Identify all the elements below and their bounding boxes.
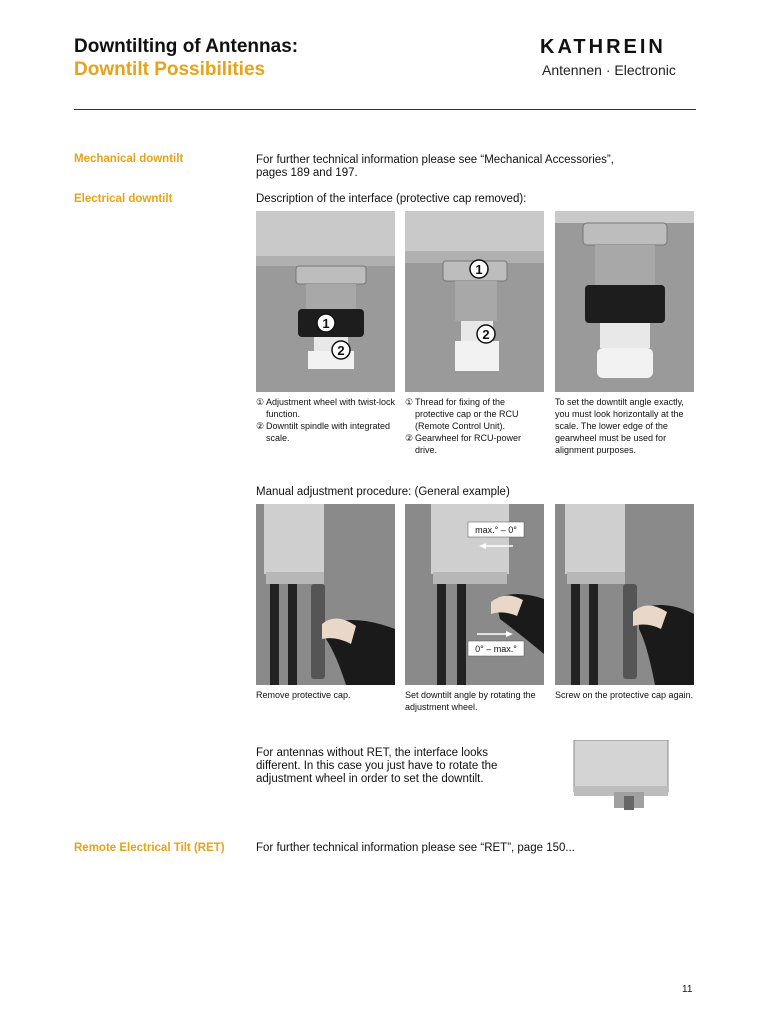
mechanical-downtilt-text <box>256 154 696 180</box>
procedure-photo-1 <box>256 504 395 685</box>
svg-text:2: 2 <box>337 343 345 358</box>
svg-text:1: 1 <box>475 262 483 277</box>
mechanical-text-line-1: For further technical information please see “Mechanical Accessories”, <box>256 154 614 166</box>
step-caption-1: Remove protective cap. <box>256 690 351 700</box>
kathrein-logo <box>540 36 696 56</box>
page-subtitle: Downtilt Possibilities <box>74 59 266 80</box>
interface-description-intro: Description of the interface (protective cap removed): <box>256 193 527 205</box>
procedure-photo-3 <box>555 504 694 685</box>
no-ret-line-3: adjustment wheel in order to set the downtilt. <box>256 773 484 785</box>
ret-text: For further technical information please see “RET”, page 150... <box>256 842 575 854</box>
no-ret-line-1: For antennas without RET, the interface looks <box>256 747 489 759</box>
svg-text:1: 1 <box>322 316 330 331</box>
mechanical-downtilt-label: Mechanical downtilt <box>74 153 184 165</box>
mechanical-text-line-2: pages 189 and 197. <box>256 167 358 179</box>
header-divider <box>74 109 696 110</box>
step-caption-2: Set downtilt angle by rotating the adjustment wheel. <box>405 690 536 712</box>
page-number: 11 <box>682 984 693 995</box>
interface-photo-1 <box>256 211 395 392</box>
arrow-label-top: max.° – 0° <box>475 525 517 535</box>
electrical-downtilt-label: Electrical downtilt <box>74 193 173 205</box>
interface-caption-3: To set the downtilt angle exactly, you must look horizontally at the scale. The lower edge of the gearwheel must be used for alignment purposes. <box>555 397 684 455</box>
antenna-without-ret-photo <box>570 740 670 815</box>
no-ret-line-2: different. In this case you just have to rotate the <box>256 760 498 772</box>
svg-text:2: 2 <box>482 327 490 342</box>
page-title: Downtilting of Antennas: <box>74 36 299 57</box>
no-ret-text <box>256 747 556 786</box>
interface-caption-2: ① Thread for fixing of the protective cap or the RCU (Remote Control Unit). ② Gearwheel for RCU-power drive. <box>405 397 522 455</box>
step-caption-3: Screw on the protective cap again. <box>555 690 694 700</box>
interface-photo-3 <box>555 211 694 392</box>
interface-caption-1: ① Adjustment wheel with twist-lock function. ② Downtilt spindle with integrated scale. <box>256 397 396 443</box>
logo-text: KATHREIN <box>540 36 666 56</box>
interface-photo-2 <box>405 211 544 392</box>
procedure-title: Manual adjustment procedure: (General example) <box>256 486 510 498</box>
ret-label: Remote Electrical Tilt (RET) <box>74 842 225 854</box>
logo-tagline: Antennen · Electronic <box>542 62 676 78</box>
arrow-label-bottom: 0° – max.° <box>475 644 517 654</box>
procedure-photo-2 <box>405 504 544 685</box>
